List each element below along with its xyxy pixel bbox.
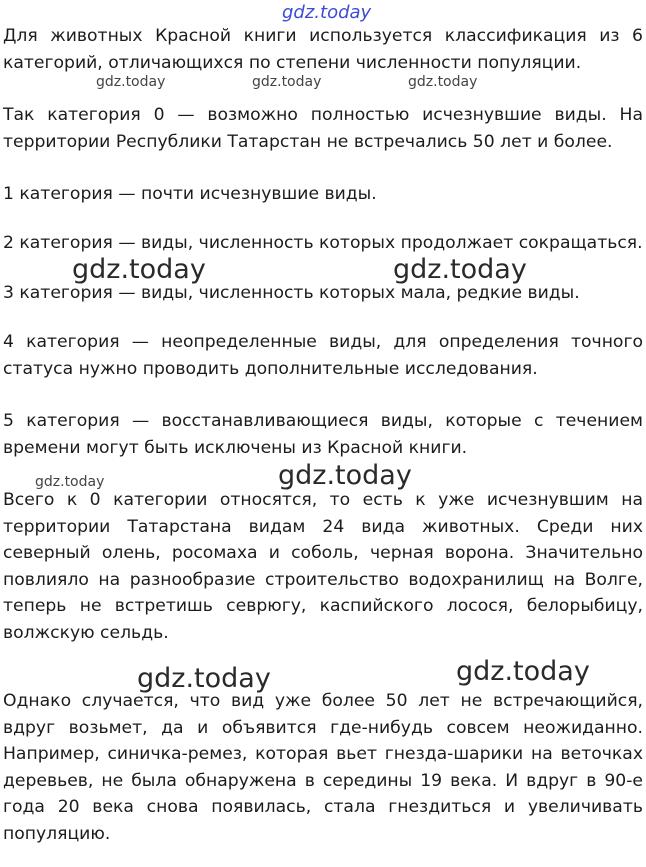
watermark: gdz.today [96, 74, 166, 90]
paragraph-intro: Для животных Красной книги используется классификация из 6 категорий, отличающихся по степени численности популяции. [3, 26, 643, 73]
paragraph-category-1: 1 категория — почти исчезнувшие виды. [3, 184, 377, 204]
paragraph-extinct-summary: Всего к 0 категории относятся, то есть к уже исчезнувшим на территории Татарстана видам 24 вида животных. Среди них северный олень, росомаха и соболь, черная ворона. Значительно повлияло на разнообразие строительство водохранилищ на Волге, теперь не встретишь севрюгу, каспийского лосося, белорыбицу, волжскую сельдь. [3, 490, 643, 643]
watermark-top: gdz.today [282, 2, 372, 23]
paragraph-category-5: 5 категория — восстанавливающиеся виды, которые с течением времени могут быть исключены из Красной книги. [3, 411, 643, 458]
watermark: gdz.today [278, 460, 412, 491]
watermark: gdz.today [408, 74, 478, 90]
watermark: gdz.today [35, 474, 105, 490]
paragraph-category-0: Так категория 0 — возможно полностью исчезнувшие виды. На территории Республики Татарстан не встречались 50 лет и более. [3, 105, 643, 152]
watermark: gdz.today [137, 663, 271, 694]
paragraph-category-4: 4 категория — неопределенные виды, для определения точного статуса нужно проводить дополнительные исследования. [3, 332, 643, 379]
paragraph-category-2: 2 категория — виды, численность которых продолжает сокращаться. [3, 233, 643, 253]
watermark: gdz.today [393, 254, 527, 285]
watermark: gdz.today [72, 254, 206, 285]
watermark: gdz.today [456, 656, 590, 687]
watermark: gdz.today [252, 74, 322, 90]
paragraph-category-3: 3 категория — виды, численность которых мала, редкие виды. [3, 283, 580, 303]
paragraph-rediscovery: Однако случается, что вид уже более 50 лет не встречающийся, вдруг возьмет, да и объявится где-нибудь совсем неожиданно. Например, синичка-ремез, которая вьет гнезда-шарики на веточках деревьев, не была обнаружена в середины 19 века. И вдруг в 90-е года 20 века снова появилась, стала гнездиться и увеличивать популяцию. [3, 691, 643, 844]
